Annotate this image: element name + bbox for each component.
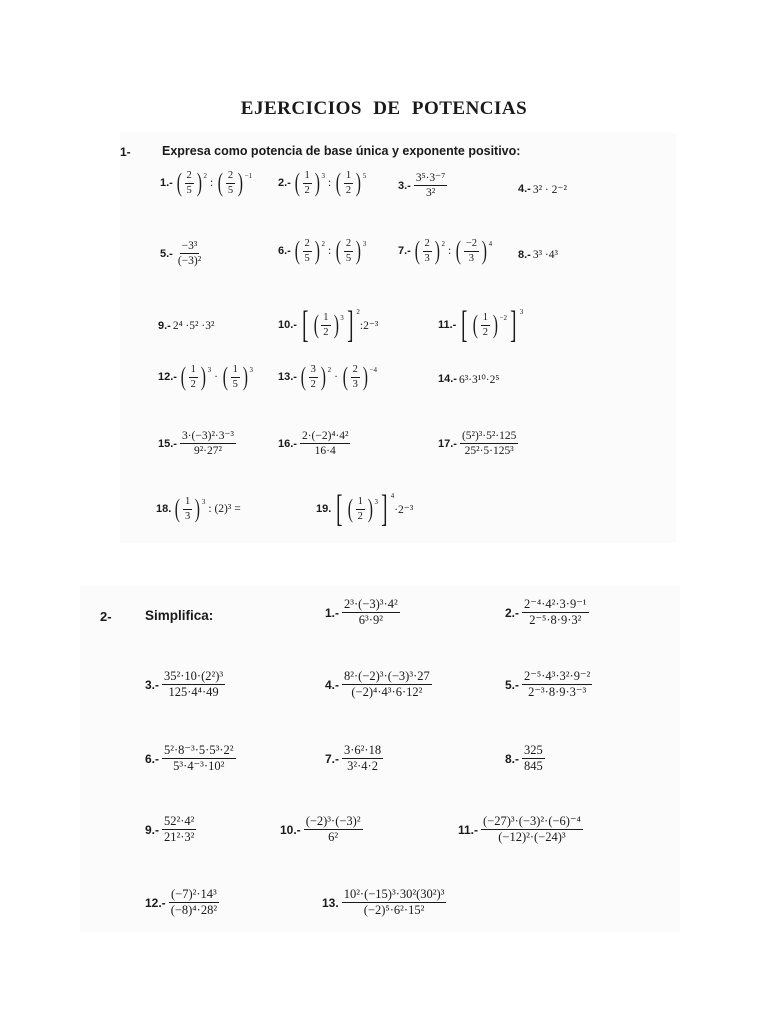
fraction-numerator: 325: [522, 744, 545, 759]
exercise-label: 3.-: [145, 677, 160, 692]
exercise-label: 1.-: [160, 177, 173, 189]
exponent: 3: [374, 498, 379, 506]
exercise-label: 8.-: [505, 751, 520, 766]
exponent: −4: [369, 366, 377, 374]
section2-instruction: Simplifica:: [145, 608, 214, 623]
expression-tail: :2⁻³: [359, 320, 379, 332]
fraction-denominator: 2⁻³·8·9·3⁻³: [528, 685, 587, 700]
fraction-numerator: 1: [231, 364, 240, 377]
fraction-numerator: 2: [344, 238, 353, 251]
s1-exercise-5: [160, 240, 204, 267]
expression-tail: ·2⁻³: [394, 504, 414, 516]
exercise-label: 14.-: [438, 373, 457, 385]
fraction-denominator: (−2)⁴·4³·6·12²: [351, 685, 423, 700]
fraction-denominator: 2: [357, 510, 363, 522]
exercise-label: 9.-: [145, 822, 160, 837]
fraction-numerator: 2: [423, 238, 432, 251]
exercise-label: 18.: [156, 503, 172, 515]
fraction-denominator: 21²·3²: [164, 830, 195, 845]
fraction-numerator: 5²·8⁻³·5·5³·2²: [162, 744, 236, 759]
exercise-label: 7.-: [398, 245, 411, 257]
s1-exercise-7: 7.- ( $\frac{2}{3}$ ) 2 : ( $\frac{-2}{3}$ ) 4: [398, 236, 493, 265]
s2-exercise-11: [458, 815, 584, 844]
fraction-numerator: 1: [183, 496, 192, 509]
fraction-denominator: 2: [482, 326, 488, 338]
s2-exercise-3: [145, 670, 226, 699]
exponent: 3: [207, 366, 212, 374]
exercise-label: 3.-: [398, 179, 411, 192]
fraction-numerator: 2: [351, 364, 360, 377]
exercise-label: 11.-: [458, 822, 479, 837]
s1-exercise-6: 6.- ( $\frac{2}{5}$ ) 2 : ( $\frac{2}{5}$ ) 3: [278, 236, 367, 265]
s2-exercise-6: [145, 744, 237, 773]
fraction-numerator: 8²·(−2)³·(−3)³·27: [342, 670, 432, 685]
s1-exercise-14: [438, 372, 499, 386]
operator: :: [447, 245, 452, 257]
fraction-numerator: 2·(−2)⁴·4²: [300, 430, 351, 444]
exercise-label: 5.-: [160, 247, 173, 260]
fraction-denominator: 2: [345, 184, 352, 196]
operator: :: [327, 177, 332, 189]
s1-exercise-10: 10.- [ ( $\frac{1}{2}$ ) 3 ] 2 :2⁻³: [278, 304, 379, 346]
fraction-denominator: 5³·4⁻³·10²: [173, 759, 225, 774]
exponent: 3: [340, 314, 344, 322]
fraction-numerator: 2: [303, 238, 312, 251]
fraction-numerator: 52²·4²: [162, 815, 196, 830]
exercise-label: 1.-: [325, 605, 340, 620]
fraction-numerator: 2: [226, 170, 235, 183]
exponent: 3: [249, 366, 253, 374]
fraction-numerator: −2: [464, 238, 479, 251]
s2-exercise-1: [325, 598, 401, 627]
section2-number: 2-: [100, 609, 112, 624]
s2-exercise-13: [322, 888, 447, 917]
fraction-denominator: 845: [524, 759, 543, 774]
fraction-denominator: 16·4: [314, 445, 336, 458]
s1-exercise-8: [518, 249, 558, 261]
fraction-denominator: 3²·4·2: [347, 759, 378, 774]
fraction-denominator: 3: [424, 252, 430, 264]
exercise-label: 5.-: [505, 677, 520, 692]
exponent: 2: [441, 240, 445, 248]
exercise-label: 7.-: [325, 751, 340, 766]
s1-exercise-9: [158, 320, 214, 332]
exercise-label: 4.-: [325, 677, 340, 692]
s1-exercise-17: [438, 430, 519, 457]
fraction-numerator: (−7)²·14³: [169, 888, 219, 903]
fraction-denominator: 5: [304, 252, 310, 264]
fraction-numerator: 3: [309, 364, 318, 377]
expression-tail: : (2)³ =: [208, 503, 241, 515]
exercise-label: 17.-: [438, 437, 457, 450]
fraction-numerator: 10²·(−15)³·30²(30²)³: [342, 888, 447, 903]
exponent: 2: [321, 240, 325, 248]
exponent: 3: [362, 240, 367, 248]
fraction-denominator: 5: [232, 378, 238, 390]
expression: 3³ ·4³: [532, 249, 558, 261]
exercise-label: 9.-: [158, 320, 171, 332]
fraction-numerator: (−27)³·(−3)²·(−6)⁻⁴: [481, 815, 583, 830]
exercise-label: 12.-: [145, 895, 166, 910]
exercise-label: 13.-: [278, 371, 297, 383]
fraction-denominator: (−8)⁴·28²: [170, 903, 218, 918]
fraction-numerator: −3³: [180, 240, 200, 254]
s1-exercise-16: [278, 430, 351, 457]
page-title: EJERCICIOS DE POTENCIAS: [240, 98, 528, 119]
expression: 3² · 2⁻²: [532, 184, 567, 196]
fraction-denominator: 5: [345, 252, 352, 264]
fraction-denominator: 3: [352, 378, 358, 390]
operator: ·: [334, 371, 338, 383]
exponent: 5: [362, 172, 367, 180]
exercise-label: 8.-: [518, 249, 531, 261]
fraction-numerator: 35²·10·(2²)³: [162, 670, 225, 685]
fraction-numerator: (5²)³·5²·125: [460, 430, 518, 444]
fraction-numerator: 1: [344, 170, 353, 183]
fraction-denominator: 25²·5·125³: [464, 445, 514, 458]
s1-exercise-2: 2.- ( $\frac{1}{2}$ ) 3 : ( $\frac{1}{2}$ ) 5: [278, 168, 367, 197]
fraction-numerator: 3·6²·18: [342, 744, 383, 759]
exponent: 3: [321, 172, 325, 180]
fraction-numerator: 3⁵·3⁻⁷: [414, 172, 447, 186]
fraction-denominator: 2: [310, 378, 316, 390]
fraction-denominator: (−3)²: [177, 255, 202, 268]
exercise-label: 16.-: [278, 437, 297, 450]
fraction-denominator: 5: [186, 184, 192, 196]
exercise-label: 6.-: [278, 245, 291, 257]
s1-exercise-19: 19. [ ( $\frac{1}{2}$ ) 3 ] 4 ·2⁻³: [316, 488, 414, 530]
section1-number: 1-: [120, 145, 131, 159]
fraction-denominator: 2: [304, 184, 310, 196]
exercise-label: 4.-: [518, 183, 531, 195]
exponent: 2: [327, 366, 332, 374]
exercise-label: 19.: [316, 503, 332, 515]
exercise-label: 2.-: [505, 605, 520, 620]
operator: :: [209, 177, 214, 189]
outer-exponent: 3: [519, 308, 524, 316]
exercise-label: 10.-: [280, 822, 301, 837]
fraction-numerator: 2³·(−3)³·4²: [342, 598, 400, 613]
fraction-numerator: 1: [321, 312, 330, 325]
s2-exercise-9: [145, 815, 197, 844]
fraction-denominator: 2: [190, 378, 196, 390]
exponent: 4: [488, 240, 493, 248]
operator: ·: [214, 371, 218, 383]
expression: 2⁴ ·5² ·3²: [172, 320, 215, 332]
fraction-denominator: 6²: [328, 830, 339, 845]
s1-exercise-1: 1.- ( $\frac{2}{5}$ ) 2 : ( $\frac{2}{5}$ ) −1: [160, 168, 253, 197]
fraction-numerator: 3·(−3)²·3⁻³: [180, 430, 236, 444]
exercise-label: 10.-: [278, 319, 297, 331]
fraction-denominator: 3: [468, 252, 475, 264]
fraction-denominator: 3: [184, 510, 191, 522]
fraction-numerator: 1: [356, 496, 365, 509]
exercise-label: 6.-: [145, 751, 160, 766]
exercise-label: 2.-: [278, 177, 291, 189]
fraction-numerator: 1: [481, 312, 490, 325]
s1-exercise-18: 18. ( $\frac{1}{3}$ ) 3 : (2)³ =: [156, 494, 241, 523]
s1-exercise-15: [158, 430, 237, 457]
exponent: −2: [499, 314, 508, 322]
fraction-denominator: 3²: [425, 187, 436, 200]
operator: :: [327, 245, 332, 257]
exercise-label: 12.-: [158, 371, 177, 383]
s2-exercise-12: [145, 888, 220, 917]
s2-exercise-5: [505, 670, 593, 699]
s1-exercise-11: 11.- [ ( $\frac{1}{2}$ ) −2 ] 3: [438, 304, 524, 346]
fraction-denominator: 2⁻⁵·8·9·3²: [529, 613, 582, 628]
fraction-denominator: 5: [227, 184, 234, 196]
outer-exponent: 2: [356, 308, 360, 316]
exponent: −1: [244, 172, 253, 180]
fraction-numerator: 2⁻⁵·4³·3²·9⁻²: [522, 670, 592, 685]
exercise-label: 15.-: [158, 437, 177, 450]
fraction-denominator: (−2)⁵·6²·15²: [363, 903, 425, 918]
fraction-numerator: 1: [189, 364, 198, 377]
s2-exercise-7: [325, 744, 384, 773]
fraction-denominator: (−12)²·(−24)³: [498, 830, 566, 845]
fraction-denominator: 125·4⁴·49: [168, 685, 219, 700]
expression: 6³·3¹⁰·2⁵: [458, 374, 500, 386]
s2-exercise-4: [325, 670, 433, 699]
exponent: 3: [201, 498, 206, 506]
s2-exercise-2: [505, 598, 590, 627]
section1-instruction: Expresa como potencia de base única y exponente positivo:: [162, 144, 521, 158]
fraction-numerator: 2: [185, 170, 194, 183]
s1-exercise-4: [518, 182, 567, 196]
s1-exercise-13: 13.- ( $\frac{3}{2}$ ) 2 · ( $\frac{2}{3}$ ) −4: [278, 362, 377, 391]
s1-exercise-12: 12.- ( $\frac{1}{2}$ ) 3 · ( $\frac{1}{5}$ ) 3: [158, 362, 253, 391]
exponent: 2: [203, 172, 207, 180]
fraction-numerator: 1: [303, 170, 312, 183]
fraction-denominator: 9²·27²: [193, 445, 222, 458]
fraction-numerator: (−2)³·(−3)²: [304, 815, 363, 830]
s1-exercise-3: [398, 172, 448, 199]
exercise-label: 13.: [322, 895, 339, 910]
exercise-label: 11.-: [438, 319, 457, 331]
fraction-denominator: 2: [323, 326, 329, 338]
outer-exponent: 4: [390, 492, 395, 500]
fraction-denominator: 6³·9²: [358, 613, 383, 628]
s2-exercise-8: [505, 744, 546, 773]
fraction-numerator: 2⁻⁴·4²·3·9⁻¹: [522, 598, 589, 613]
s2-exercise-10: [280, 815, 364, 844]
